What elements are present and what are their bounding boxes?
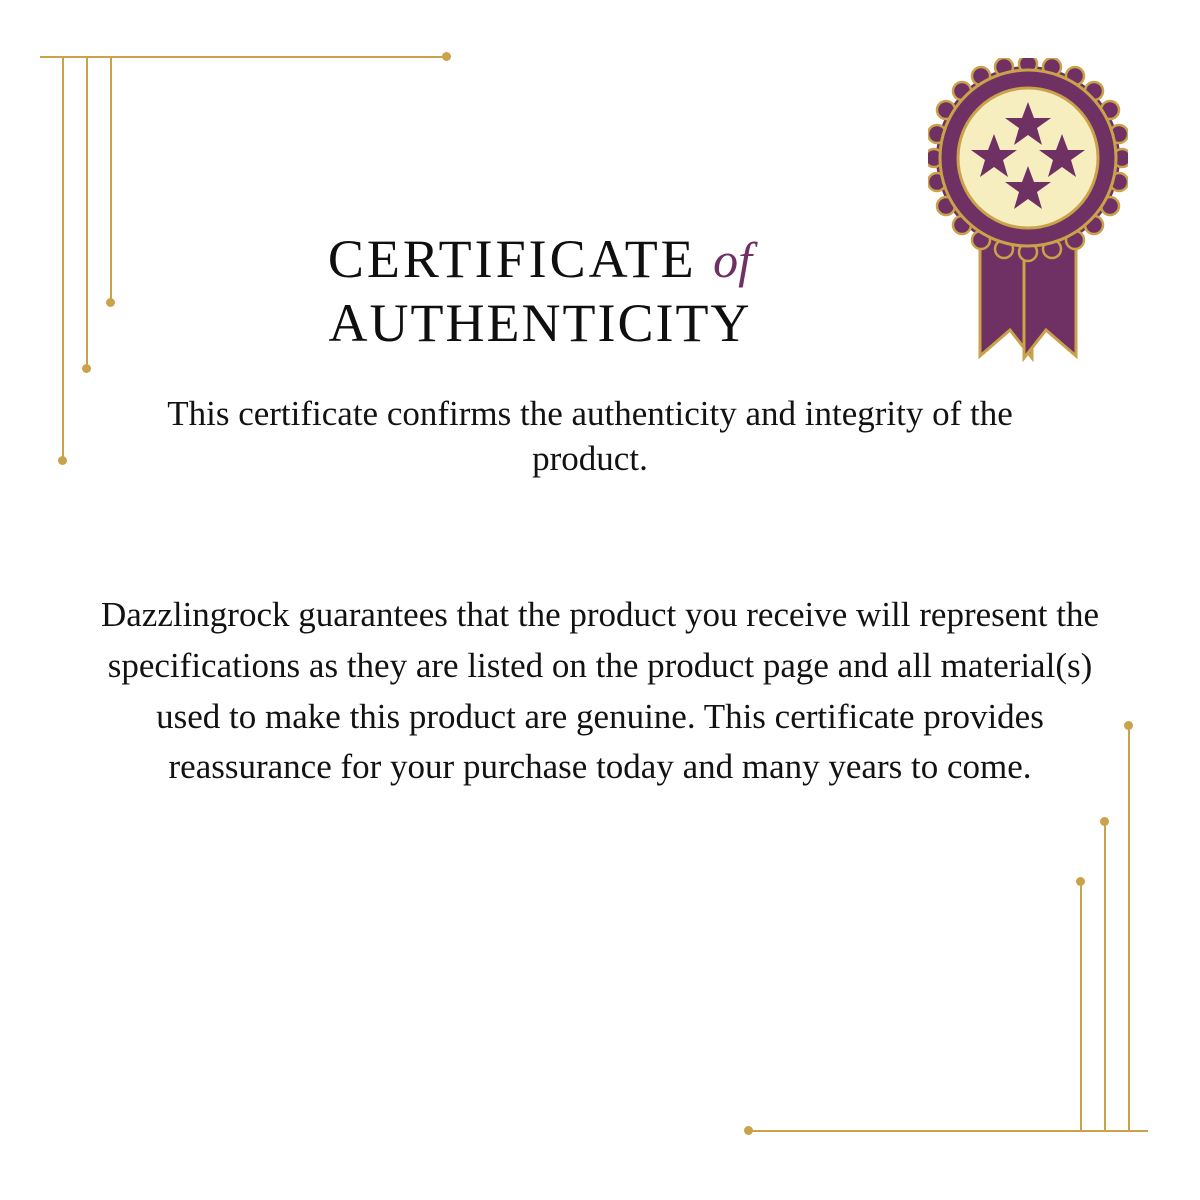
deco-dot <box>58 456 67 465</box>
deco-dot <box>442 52 451 61</box>
deco-dot <box>82 364 91 373</box>
title-authenticity-text: AUTHENTICITY <box>328 293 752 354</box>
title-of-text: of <box>713 232 753 288</box>
deco-dot <box>1076 877 1085 886</box>
deco-dot <box>744 1126 753 1135</box>
page-title <box>0 228 1080 354</box>
body-paragraph <box>100 590 1100 793</box>
body-text: Dazzlingrock guarantees that the product you receive will represent the specifications as they are listed on the product page and all material(s) used to make this product are genuine. This certificate provides reassurance for your purchase today and many years to come. <box>100 595 1100 787</box>
deco-dot <box>1124 721 1133 730</box>
title-certificate-text: CERTIFICATE <box>327 229 697 289</box>
title-line-one <box>0 228 1080 290</box>
deco-vertical-line <box>1080 882 1082 1132</box>
deco-horizontal-line <box>40 56 450 58</box>
intro-paragraph: This certificate confirms the authenticity and integrity of the product. <box>167 394 1013 478</box>
deco-vertical-line <box>1128 726 1130 1132</box>
deco-vertical-line <box>1104 822 1106 1132</box>
deco-horizontal-line <box>748 1130 1148 1132</box>
deco-dot <box>1100 817 1109 826</box>
